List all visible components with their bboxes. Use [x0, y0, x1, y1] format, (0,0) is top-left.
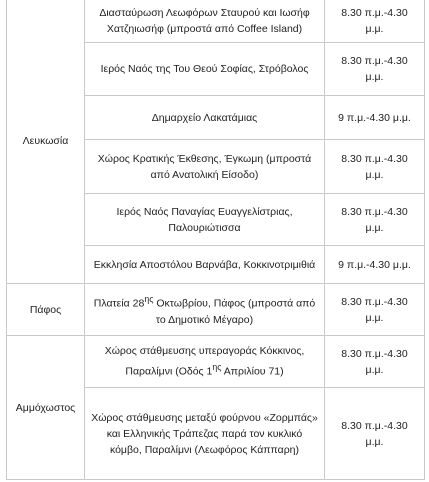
vaccination-points-table: [6, 0, 425, 480]
hours-cell: 8.30 π.μ.-4.30 μ.μ.: [325, 284, 425, 336]
hours-cell: 8.30 π.μ.-4.30 μ.μ.: [325, 194, 425, 246]
location-cell: [85, 336, 325, 388]
location-cell: Ιερός Ναός της Του Θεού Σοφίας, Στρόβολος: [85, 43, 325, 96]
location-cell: Χώρος στάθμευσης μεταξύ φούρνου «Ζορμπάς» και Ελληνικής Τράπεζας παρά τον κυκλικό κόμβο, Παραλίμνι (Λεωφόρος Κάππαρη): [85, 388, 325, 480]
hours-cell: 8.30 π.μ.-4.30 μ.μ.: [325, 43, 425, 96]
table-row: [7, 336, 425, 388]
table-row: [7, 0, 425, 43]
region-cell: Λευκωσία: [7, 0, 85, 284]
location-text: Πλατεία 28: [93, 297, 145, 310]
location-cell: [85, 284, 325, 336]
location-cell: Δημαρχείο Λακατάμιας: [85, 96, 325, 140]
ordinal-suffix: ης: [144, 294, 154, 305]
hours-cell: 8.30 π.μ.-4.30 μ.μ.: [325, 140, 425, 194]
location-cell: Διασταύρωση Λεωφόρων Σταυρού και Ιωσήφ Χατζηιωσήφ (μπροστά από Coffee Island): [85, 0, 325, 43]
location-text: Χώρος στάθμευσης υπεραγοράς Κόκκινος, Παραλίμνι (Οδός 1: [104, 345, 305, 378]
location-text: Οκτωβρίου, Πάφος (μπροστά από το Δημοτικό Μέγαρο): [153, 297, 316, 326]
location-text: Απριλίου 71): [221, 365, 284, 378]
hours-cell: 8.30 π.μ.-4.30 μ.μ.: [325, 336, 425, 388]
hours-cell: 8.30 π.μ.-4.30 μ.μ.: [325, 388, 425, 480]
location-cell: Ιερός Ναός Παναγίας Ευαγγελίστριας, Παλουριώτισσα: [85, 194, 325, 246]
region-cell: Πάφος: [7, 284, 85, 336]
location-cell: Χώρος Κρατικής Έκθεσης, Έγκωμη (μπροστά από Ανατολική Είσοδο): [85, 140, 325, 194]
hours-cell: 9 π.μ.-4.30 μ.μ.: [325, 246, 425, 284]
hours-cell: 9 π.μ.-4.30 μ.μ.: [325, 96, 425, 140]
ordinal-suffix: ης: [212, 362, 222, 373]
location-cell: Εκκλησία Αποστόλου Βαρνάβα, Κοκκινοτριμιθιά: [85, 246, 325, 284]
hours-cell: 8.30 π.μ.-4.30 μ.μ.: [325, 0, 425, 43]
table-row: [7, 284, 425, 336]
region-cell: Αμμόχωστος: [7, 336, 85, 480]
